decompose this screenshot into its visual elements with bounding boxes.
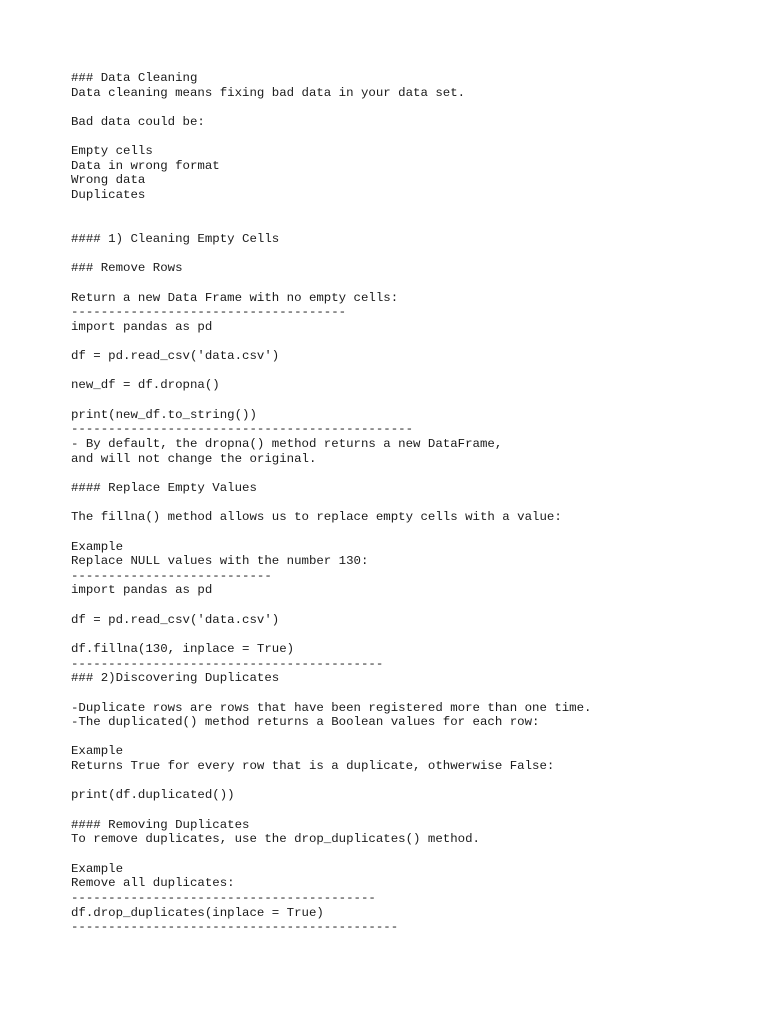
document-line: Example [71,539,124,554]
document-line [71,496,751,511]
document-line: import pandas as pd [71,319,213,334]
document-line [71,100,751,115]
document-line: and will not change the original. [71,451,317,466]
document-line: Data in wrong format [71,158,220,173]
document-line: #### Replace Empty Values [71,480,257,495]
document-line: df = pd.read_csv('data.csv') [71,612,280,627]
document-line: Empty cells [71,144,153,159]
document-line: Remove all duplicates: [71,876,235,891]
document-line [71,803,751,818]
document-line: Return a new Data Frame with no empty cells: [71,290,399,305]
document-line: ### 2)Discovering Duplicates [71,671,280,686]
document-line: print(new_df.to_string()) [71,407,257,422]
document-line: -Duplicate rows are rows that have been registered more than one time. [71,700,592,715]
document-line: To remove duplicates, use the drop_duplicates() method. [71,832,480,847]
document-line: #### 1) Cleaning Empty Cells [71,232,280,247]
document-line: ------------------------------------- [71,305,347,320]
document-line: df.fillna(130, inplace = True) [71,641,295,656]
document-line: df.drop_duplicates(inplace = True) [71,905,324,920]
document-line [71,598,751,613]
document-line: ### Remove Rows [71,261,183,276]
document-line: -The duplicated() method returns a Boolean values for each row: [71,715,540,730]
document-line: Wrong data [71,173,146,188]
document-line: Data cleaning means fixing bad data in your data set. [71,85,466,100]
document-line [71,276,751,291]
document-line: ----------------------------------------- [71,890,376,905]
document-line [71,627,751,642]
document-line: new_df = df.dropna() [71,378,220,393]
document-line [71,335,751,350]
document-line [71,364,751,379]
document-line [71,525,751,540]
document-line: - By default, the dropna() method returns a new DataFrame, [71,437,503,452]
document-line [71,130,751,145]
document-line [71,730,751,745]
document-body [71,71,751,935]
document-line: -------------------------------------------- [71,920,399,935]
document-line: import pandas as pd [71,583,213,598]
document-line: Returns True for every row that is a duplicate, othwerwise False: [71,759,555,774]
document-line [71,774,751,789]
document-line: Example [71,744,124,759]
document-line: The fillna() method allows us to replace empty cells with a value: [71,510,562,525]
document-line: Duplicates [71,188,146,203]
document-line: ------------------------------------------ [71,656,384,671]
document-line [71,847,751,862]
document-line: print(df.duplicated()) [71,788,235,803]
document-line [71,686,751,701]
document-line: ---------------------------------------------- [71,422,414,437]
document-line [71,466,751,481]
document-line: ### Data Cleaning [71,71,198,85]
document-line: Bad data could be: [71,114,205,129]
document-line: --------------------------- [71,568,272,583]
document-line: df = pd.read_csv('data.csv') [71,349,280,364]
document-line: #### Removing Duplicates [71,817,250,832]
document-line [71,247,751,262]
document-line: Example [71,861,124,876]
document-line [71,393,751,408]
document-line [71,203,751,218]
document-line: Replace NULL values with the number 130: [71,554,369,569]
document-line [71,217,751,232]
